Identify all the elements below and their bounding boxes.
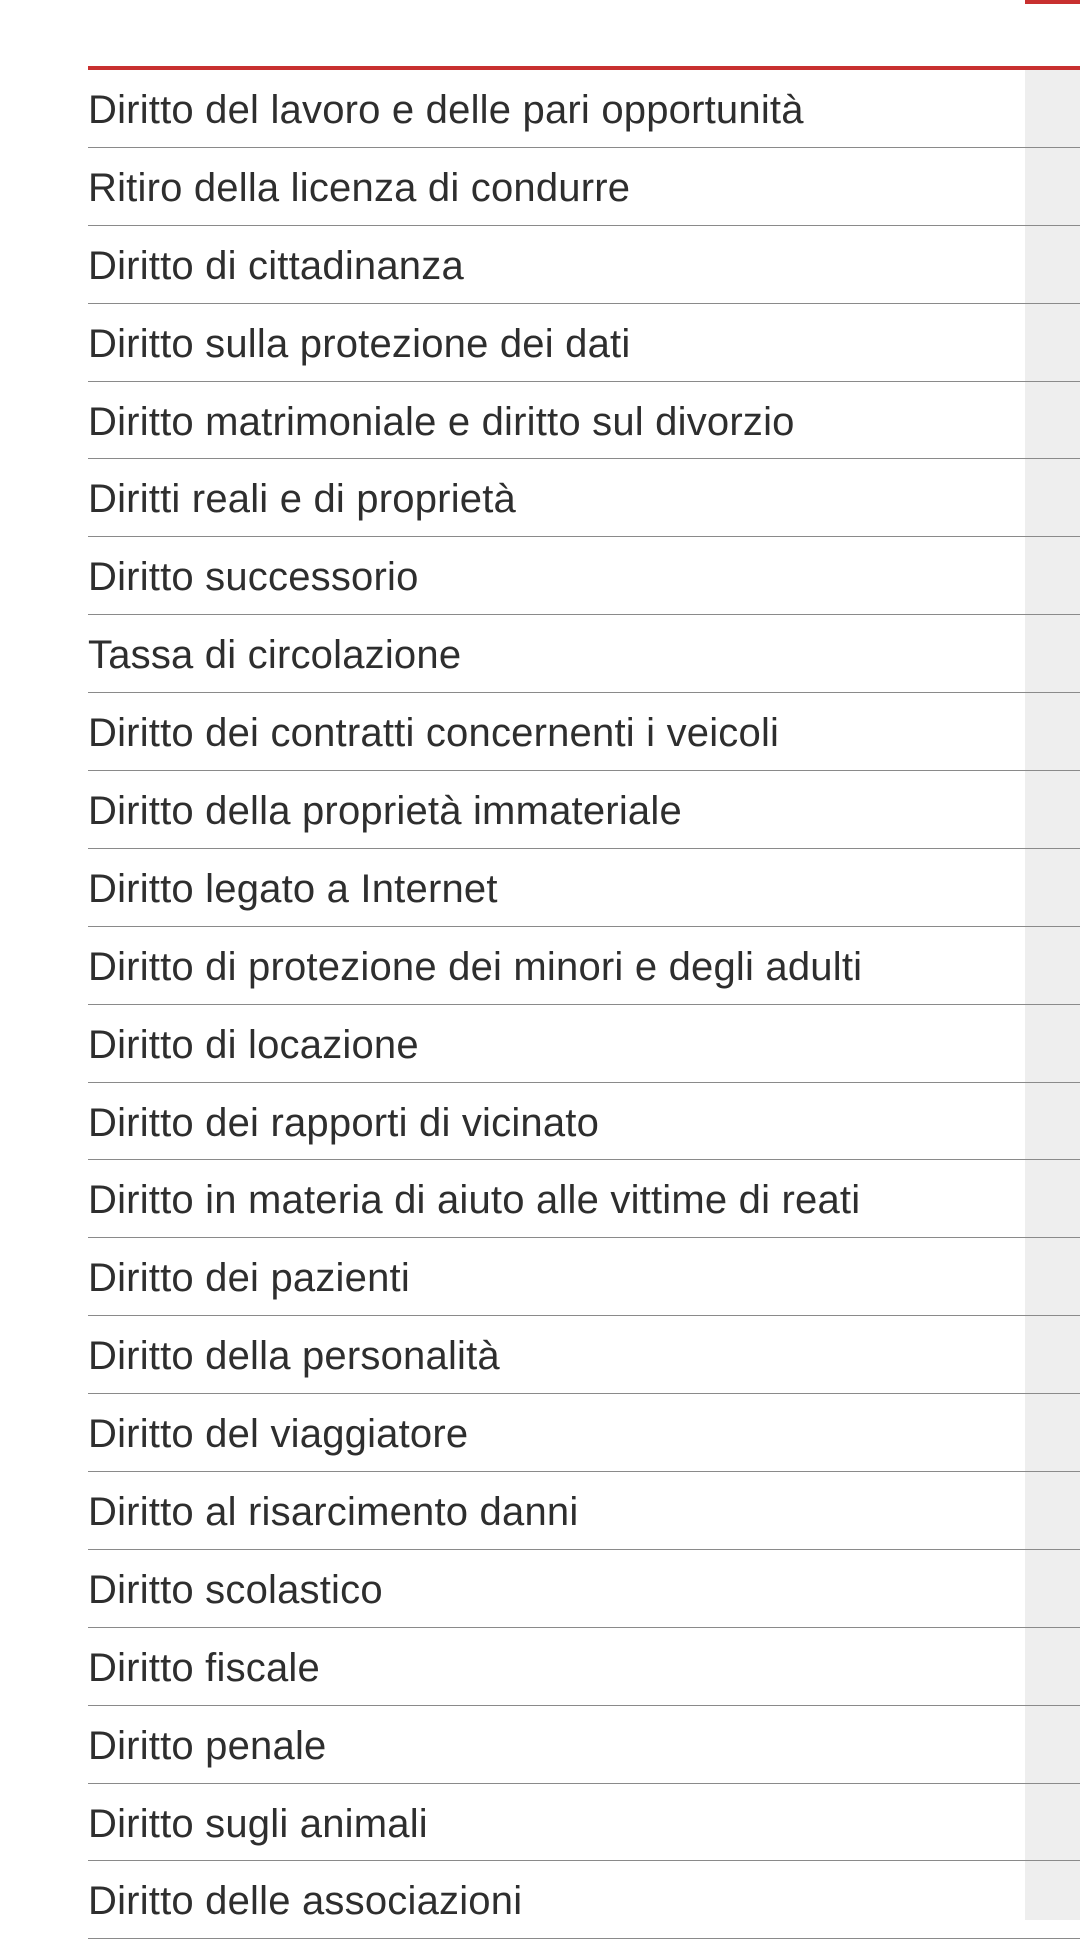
list-item[interactable] [88,693,1080,771]
list-item[interactable] [88,1706,1080,1784]
list-item-label: Diritto penale [88,1723,327,1768]
list-item[interactable] [88,927,1080,1005]
list-item[interactable] [88,1005,1080,1083]
list-item[interactable] [88,849,1080,927]
list-item-label: Diritto di protezione dei minori e degli adulti [88,944,863,989]
list-item-label: Diritto in materia di aiuto alle vittime di reati [88,1178,861,1223]
list-item[interactable] [88,1472,1080,1550]
list-item-label: Diritto dei rapporti di vicinato [88,1100,600,1145]
list-item[interactable] [88,304,1080,382]
list-item-label: Diritto di cittadinanza [88,243,464,288]
list-item[interactable] [88,382,1080,460]
top-accent-bar [1025,0,1080,4]
list-item[interactable] [88,1550,1080,1628]
list-item[interactable] [88,615,1080,693]
list-item-label: Ritiro della licenza di condurre [88,165,631,210]
list-item[interactable] [88,771,1080,849]
list-item[interactable] [88,1628,1080,1706]
list-item-label: Diritto del viaggiatore [88,1412,469,1457]
list-item-label: Diritto legato a Internet [88,866,498,911]
list-item-label: Diritto successorio [88,555,419,600]
list-item[interactable] [88,1160,1080,1238]
list-item-label: Diritto del lavoro e delle pari opportunità [88,88,804,132]
list-item-label: Diritto sulla protezione dei dati [88,321,631,366]
list-item-label: Diritto delle associazioni [88,1879,523,1924]
list-item[interactable] [88,1394,1080,1472]
list-item[interactable] [88,1316,1080,1394]
list-item[interactable] [88,70,1080,148]
list-item-label: Diritto sugli animali [88,1801,428,1846]
list-item-label: Diritto scolastico [88,1567,383,1612]
list-item[interactable] [88,459,1080,537]
list-item-label: Diritto fiscale [88,1645,320,1690]
list-item[interactable] [88,1784,1080,1862]
list-item-label: Tassa di circolazione [88,633,462,678]
list-item-label: Diritto matrimoniale e diritto sul divorzio [88,399,795,444]
list-item-label: Diritto della proprietà immateriale [88,789,682,834]
list-item-label: Diritti reali e di proprietà [88,477,516,522]
list-item[interactable] [88,1238,1080,1316]
list-item-label: Diritto dei contratti concernenti i veicoli [88,711,780,756]
list-item[interactable] [88,1083,1080,1161]
list-item-label: Diritto al risarcimento danni [88,1490,579,1535]
list-item[interactable] [88,148,1080,226]
list-item[interactable] [88,226,1080,304]
topic-list [88,70,1080,1939]
list-item-label: Diritto di locazione [88,1022,419,1067]
list-item-label: Diritto della personalità [88,1334,500,1379]
list-item[interactable] [88,1861,1080,1939]
list-item-label: Diritto dei pazienti [88,1256,410,1301]
list-item[interactable] [88,537,1080,615]
